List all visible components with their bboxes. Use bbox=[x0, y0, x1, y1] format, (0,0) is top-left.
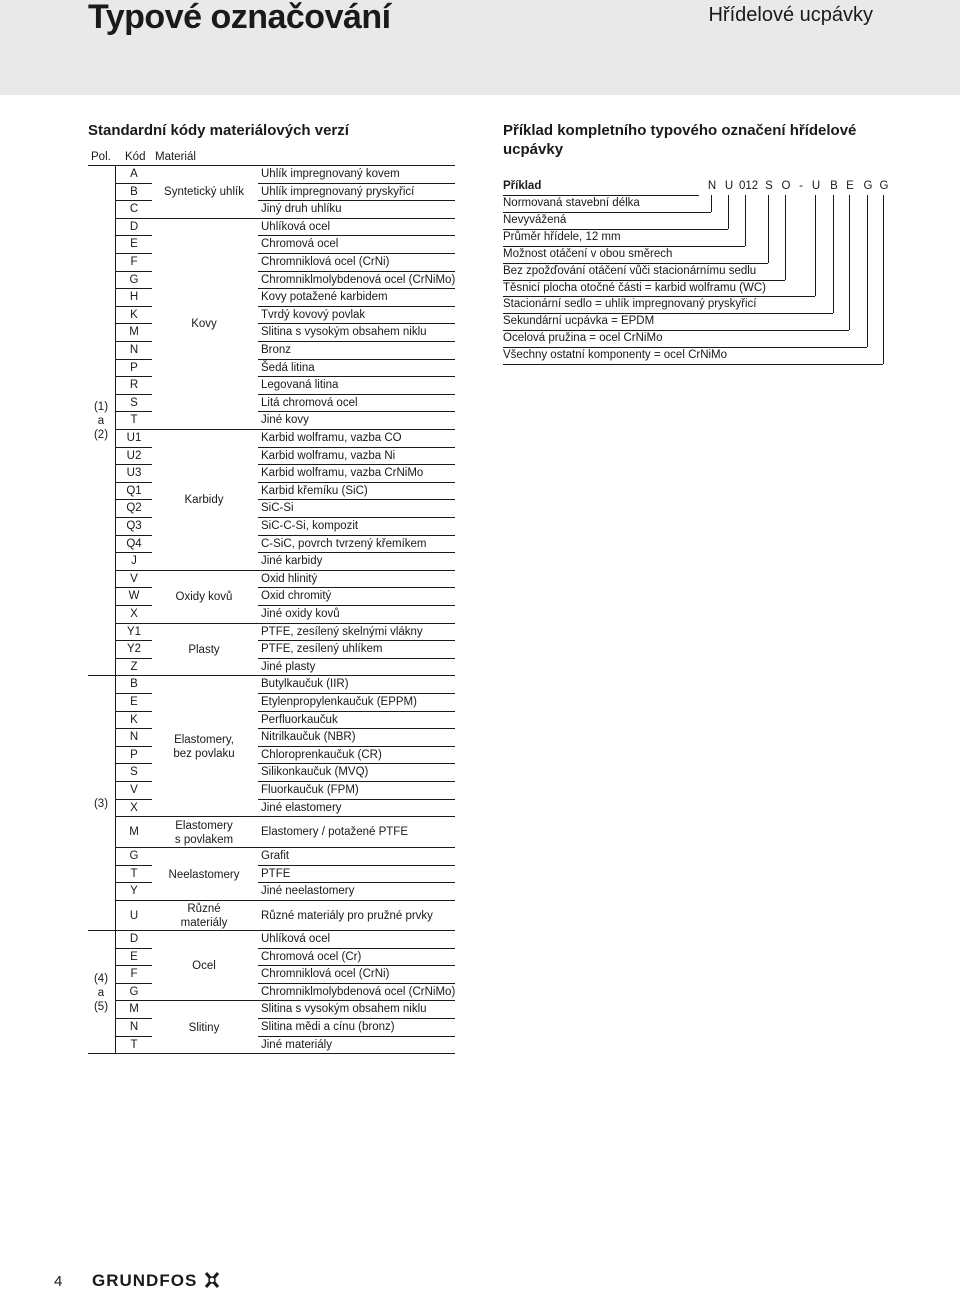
code-rule bbox=[116, 965, 152, 966]
description-cell: Karbid wolframu, vazba CO bbox=[261, 432, 402, 444]
group-rule bbox=[116, 900, 455, 901]
code-cell: E bbox=[130, 950, 138, 963]
code-rule bbox=[116, 447, 152, 448]
code-cell: Q1 bbox=[126, 484, 142, 497]
material-group-line: Ocel bbox=[192, 960, 216, 973]
page-subtitle: Hřídelové ucpávky bbox=[708, 4, 873, 26]
code-cell: S bbox=[130, 396, 138, 409]
example-line: Sekundární ucpávka = EPDM bbox=[503, 315, 655, 328]
example-line: Těsnicí plocha otočné části = karbid wolframu (WC) bbox=[503, 281, 767, 294]
code-rule bbox=[116, 865, 152, 866]
group-rule bbox=[116, 570, 455, 571]
col-header-pos: Pol. bbox=[91, 151, 111, 163]
code-rule bbox=[116, 948, 152, 949]
materials-section-title: Standardní kódy materiálových verzí bbox=[88, 122, 349, 139]
code-cell: N bbox=[129, 344, 139, 356]
material-group-line: Slitiny bbox=[188, 1021, 220, 1034]
code-rule bbox=[116, 675, 152, 676]
code-cell: D bbox=[129, 933, 139, 945]
code-rule bbox=[116, 711, 152, 712]
description-cell: Chromová ocel (Cr) bbox=[261, 950, 362, 963]
description-cell: Silikonkaučuk (MVQ) bbox=[261, 766, 369, 779]
code-rule bbox=[116, 623, 152, 624]
position-label bbox=[88, 400, 114, 442]
material-group-line: materiály bbox=[180, 917, 228, 929]
description-cell: Jiné elastomery bbox=[261, 801, 342, 814]
grundfos-logo bbox=[92, 1269, 226, 1291]
code-cell: U bbox=[129, 910, 139, 922]
material-group-label bbox=[154, 185, 254, 199]
description-cell: Butylkaučuk (IIR) bbox=[261, 678, 349, 691]
code-rule bbox=[116, 640, 152, 641]
position-line: (1) bbox=[93, 401, 109, 414]
description-cell: Karbid wolframu, vazba Ni bbox=[261, 449, 396, 462]
position-label bbox=[88, 797, 114, 811]
example-connector bbox=[883, 195, 884, 364]
description-cell: Perfluorkaučuk bbox=[261, 713, 338, 726]
example-connector bbox=[849, 195, 850, 330]
group-rule bbox=[116, 847, 455, 848]
description-cell: Elastomery / potažené PTFE bbox=[261, 826, 409, 839]
code-cell: S bbox=[130, 766, 138, 779]
code-rule bbox=[116, 728, 152, 729]
position-line: a bbox=[97, 986, 105, 999]
description-cell: Oxid chromitý bbox=[261, 590, 332, 603]
code-rule bbox=[116, 605, 152, 606]
code-rule bbox=[116, 218, 152, 219]
position-line: (3) bbox=[93, 797, 109, 810]
page-title: Typové označování bbox=[88, 0, 391, 36]
description-cell: Různé materiály pro pružné prvky bbox=[261, 910, 433, 922]
material-group-line: Elastomery bbox=[175, 819, 233, 832]
col-header-material: Materiál bbox=[155, 151, 196, 163]
code-part: U bbox=[811, 180, 821, 192]
material-group-label bbox=[154, 317, 254, 331]
material-group-line: Oxidy kovů bbox=[175, 591, 233, 604]
material-group-line: Elastomery, bbox=[174, 733, 234, 746]
code-rule bbox=[116, 235, 152, 236]
code-cell: Q4 bbox=[126, 537, 142, 550]
material-group-label bbox=[154, 643, 254, 657]
code-cell: J bbox=[131, 555, 137, 568]
code-cell: B bbox=[130, 678, 138, 691]
description-cell: Chromniklová ocel (CrNi) bbox=[261, 256, 390, 268]
description-cell: Uhlíková ocel bbox=[261, 220, 331, 233]
material-group-label bbox=[154, 959, 254, 973]
description-cell: Etylenpropylenkaučuk (EPPM) bbox=[261, 696, 417, 708]
example-line: Možnost otáčení v obou směrech bbox=[503, 247, 673, 260]
material-group-label bbox=[154, 1021, 254, 1035]
description-cell: Chromniklová ocel (CrNi) bbox=[261, 968, 390, 981]
code-cell: A bbox=[130, 168, 138, 180]
example-connector bbox=[785, 195, 786, 280]
code-rule bbox=[116, 882, 152, 883]
description-cell: Jiné materiály bbox=[261, 1038, 332, 1051]
code-cell: Y2 bbox=[126, 643, 142, 656]
code-rule bbox=[116, 271, 152, 272]
material-group-line: Neelastomery bbox=[168, 868, 240, 881]
code-rule bbox=[116, 499, 152, 500]
material-group-label bbox=[154, 493, 254, 507]
example-line-rule bbox=[503, 364, 883, 365]
group-rule bbox=[116, 816, 455, 817]
description-cell: Jiné neelastomery bbox=[261, 885, 355, 898]
code-cell: X bbox=[130, 608, 138, 620]
code-rule bbox=[116, 587, 152, 588]
group-rule bbox=[116, 1000, 455, 1001]
description-cell: Oxid hlinitý bbox=[261, 572, 318, 585]
description-cell: SiC-Si bbox=[261, 502, 294, 515]
code-rule bbox=[116, 799, 152, 800]
code-rule bbox=[116, 746, 152, 747]
code-cell: C bbox=[129, 203, 139, 216]
code-rule bbox=[116, 323, 152, 324]
material-group-label bbox=[154, 819, 254, 847]
code-rule bbox=[116, 1018, 152, 1019]
position-rule bbox=[88, 930, 116, 931]
material-group-label bbox=[154, 868, 254, 882]
description-cell: Karbid křemíku (SiC) bbox=[261, 484, 368, 497]
example-connector bbox=[711, 195, 712, 212]
code-cell: T bbox=[130, 867, 138, 880]
code-rule bbox=[116, 306, 152, 307]
description-cell: Jiné karbidy bbox=[261, 555, 323, 568]
code-rule bbox=[116, 183, 152, 184]
example-designation bbox=[503, 178, 889, 368]
description-cell: Uhlík impregnovaný kovem bbox=[261, 168, 400, 180]
code-rule bbox=[116, 464, 152, 465]
description-cell: Slitina s vysokým obsahem niklu bbox=[261, 1003, 427, 1016]
code-rule bbox=[116, 411, 152, 412]
code-cell: R bbox=[129, 379, 139, 392]
description-cell: Nitrilkaučuk (NBR) bbox=[261, 731, 356, 744]
code-cell: T bbox=[130, 414, 138, 427]
code-part: U bbox=[724, 180, 734, 192]
example-label: Příklad bbox=[503, 180, 542, 192]
code-part: 012 bbox=[739, 180, 759, 192]
code-cell: Y1 bbox=[126, 625, 142, 638]
code-part: O bbox=[781, 180, 791, 192]
description-cell: Uhlíková ocel bbox=[261, 933, 331, 945]
code-cell: P bbox=[130, 361, 138, 374]
material-group-line: s povlakem bbox=[174, 833, 234, 846]
description-cell: Grafit bbox=[261, 850, 290, 863]
description-cell: Kovy potažené karbidem bbox=[261, 291, 388, 304]
code-rule bbox=[116, 200, 152, 201]
code-cell: U2 bbox=[126, 449, 142, 462]
code-cell: Z bbox=[130, 660, 138, 673]
code-cell: B bbox=[130, 185, 138, 198]
code-part: E bbox=[846, 180, 854, 192]
code-rule bbox=[116, 288, 152, 289]
code-rule bbox=[116, 359, 152, 360]
code-rule bbox=[116, 429, 152, 430]
example-connector bbox=[728, 195, 729, 229]
example-section-title: Příklad kompletního typového označení hřídelové ucpávky bbox=[503, 122, 857, 158]
description-cell: Chloroprenkaučuk (CR) bbox=[261, 748, 382, 761]
code-cell: M bbox=[129, 826, 139, 839]
description-cell: Slitina s vysokým obsahem niklu bbox=[261, 326, 427, 339]
code-rule bbox=[116, 847, 152, 848]
example-connector bbox=[815, 195, 816, 296]
material-group-line: Karbidy bbox=[184, 494, 224, 507]
code-cell: K bbox=[130, 308, 138, 321]
group-rule bbox=[116, 623, 455, 624]
code-rule bbox=[116, 482, 152, 483]
example-connector bbox=[745, 195, 746, 246]
position-rule bbox=[88, 1053, 116, 1054]
position-line: (4) bbox=[93, 972, 109, 985]
page-number: 4 bbox=[54, 1273, 63, 1290]
code-rule bbox=[116, 535, 152, 536]
code-part: G bbox=[863, 180, 873, 192]
code-rule bbox=[116, 658, 152, 659]
description-cell: PTFE bbox=[261, 867, 291, 880]
code-cell: X bbox=[130, 801, 138, 814]
code-cell: V bbox=[130, 784, 138, 796]
description-cell: C-SiC, povrch tvrzený křemíkem bbox=[261, 537, 427, 550]
description-cell: PTFE, zesílený uhlíkem bbox=[261, 643, 383, 656]
example-line: Všechny ostatní komponenty = ocel CrNiMo bbox=[503, 349, 728, 362]
example-line: Normovaná stavební délka bbox=[503, 197, 640, 209]
description-cell: Slitina mědi a cínu (bronz) bbox=[261, 1021, 395, 1033]
material-group-line: Kovy bbox=[191, 318, 217, 331]
material-group-line: Plasty bbox=[188, 644, 220, 656]
position-line: a bbox=[97, 415, 105, 428]
description-cell: Jiné plasty bbox=[261, 660, 316, 673]
example-line: Bez zpožďování otáčení vůči stacionárnímu sedlu bbox=[503, 264, 757, 277]
description-cell: PTFE, zesílený skelnými vlákny bbox=[261, 625, 423, 638]
description-cell: Litá chromová ocel bbox=[261, 396, 358, 409]
col-header-code: Kód bbox=[125, 151, 146, 163]
code-cell: H bbox=[129, 291, 139, 304]
example-line: Stacionární sedlo = uhlík impregnovaný pryskyřicí bbox=[503, 298, 757, 311]
code-rule bbox=[116, 517, 152, 518]
description-cell: SiC-C-Si, kompozit bbox=[261, 520, 359, 532]
code-rule bbox=[116, 693, 152, 694]
group-rule bbox=[116, 218, 455, 219]
code-cell: W bbox=[128, 590, 140, 603]
description-cell: Uhlík impregnovaný pryskyřicí bbox=[261, 185, 415, 198]
material-group-label bbox=[154, 902, 254, 930]
group-rule bbox=[116, 1053, 455, 1054]
materials-table bbox=[88, 149, 458, 1054]
description-cell: Legovaná litina bbox=[261, 379, 339, 392]
code-cell: K bbox=[130, 713, 138, 726]
code-part: B bbox=[830, 180, 838, 192]
code-cell: D bbox=[129, 220, 139, 233]
code-rule bbox=[116, 900, 152, 901]
code-part: S bbox=[765, 180, 773, 192]
example-connector bbox=[768, 195, 769, 263]
code-rule bbox=[116, 376, 152, 377]
description-cell: Chromová ocel bbox=[261, 238, 339, 251]
code-rule bbox=[116, 1053, 152, 1054]
example-connector bbox=[833, 195, 834, 313]
description-cell: Bronz bbox=[261, 344, 292, 356]
material-group-label bbox=[154, 590, 254, 604]
code-cell: M bbox=[129, 326, 139, 339]
code-cell: G bbox=[129, 273, 139, 286]
material-group-label bbox=[154, 733, 254, 761]
svg-text:GRUNDFOS: GRUNDFOS bbox=[92, 1271, 198, 1290]
code-part: N bbox=[707, 180, 717, 192]
code-rule bbox=[116, 781, 152, 782]
code-cell: Q2 bbox=[126, 502, 142, 515]
code-cell: M bbox=[129, 1003, 139, 1016]
code-cell: T bbox=[130, 1038, 138, 1051]
code-cell: E bbox=[130, 238, 138, 251]
code-cell: G bbox=[129, 985, 139, 998]
code-rule bbox=[116, 253, 152, 254]
code-cell: E bbox=[130, 696, 138, 708]
code-rule bbox=[116, 552, 152, 553]
code-cell: U1 bbox=[126, 432, 142, 444]
description-cell: Karbid wolframu, vazba CrNiMo bbox=[261, 467, 424, 480]
code-cell: N bbox=[129, 1021, 139, 1033]
code-part: G bbox=[879, 180, 889, 192]
code-rule bbox=[116, 570, 152, 571]
code-cell: Y bbox=[130, 885, 138, 898]
code-cell: Q3 bbox=[126, 520, 142, 532]
code-rule bbox=[116, 816, 152, 817]
example-line: Ocelová pružina = ocel CrNiMo bbox=[503, 332, 663, 345]
description-cell: Fluorkaučuk (FPM) bbox=[261, 784, 359, 796]
example-line: Průměr hřídele, 12 mm bbox=[503, 230, 621, 243]
code-cell: U3 bbox=[126, 467, 142, 480]
code-cell: P bbox=[130, 748, 138, 761]
page-header-band bbox=[0, 0, 960, 95]
code-rule bbox=[116, 983, 152, 984]
group-rule bbox=[116, 930, 455, 931]
description-cell: Jiné kovy bbox=[261, 414, 309, 427]
position-rule bbox=[88, 675, 116, 676]
code-cell: G bbox=[129, 850, 139, 863]
code-rule bbox=[116, 930, 152, 931]
code-cell: N bbox=[129, 731, 139, 744]
description-cell: Tvrdý kovový povlak bbox=[261, 308, 366, 321]
code-part: - bbox=[799, 180, 803, 192]
code-rule bbox=[116, 1036, 152, 1037]
position-label bbox=[88, 972, 114, 1014]
description-cell: Chromniklmolybdenová ocel (CrNiMo) bbox=[261, 273, 456, 286]
position-line: (2) bbox=[93, 429, 109, 442]
code-rule bbox=[116, 763, 152, 764]
material-group-line: Různé bbox=[187, 903, 221, 915]
group-rule bbox=[116, 675, 455, 676]
code-rule bbox=[116, 341, 152, 342]
example-connector bbox=[867, 195, 868, 347]
material-group-line: bez povlaku bbox=[173, 747, 235, 760]
description-cell: Chromniklmolybdenová ocel (CrNiMo) bbox=[261, 985, 456, 998]
material-group-line: Syntetický uhlík bbox=[164, 186, 244, 199]
code-cell: V bbox=[130, 572, 138, 585]
example-line: Nevyvážená bbox=[503, 213, 567, 226]
code-rule bbox=[116, 1000, 152, 1001]
position-line: (5) bbox=[93, 1000, 109, 1013]
description-cell: Jiné oxidy kovů bbox=[261, 608, 340, 620]
description-cell: Šedá litina bbox=[261, 361, 315, 374]
code-cell: F bbox=[130, 256, 138, 268]
group-rule bbox=[116, 429, 455, 430]
code-cell: F bbox=[130, 968, 138, 981]
code-rule bbox=[116, 394, 152, 395]
description-cell: Jiný druh uhlíku bbox=[261, 203, 342, 216]
